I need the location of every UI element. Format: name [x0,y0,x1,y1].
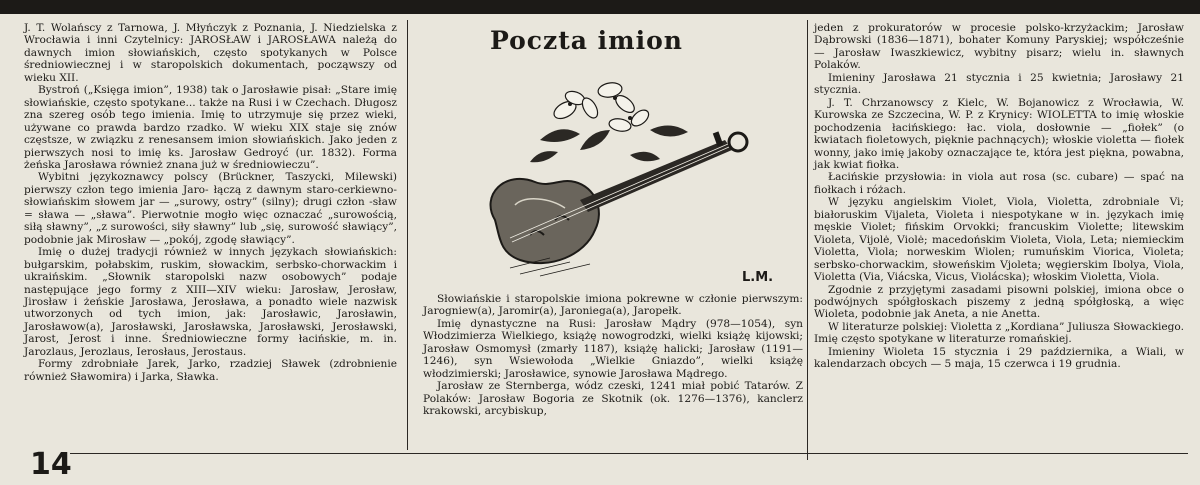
paragraph: Zgodnie z przyjętymi zasadami pisowni polskiej, imiona obce o podwójnych spółgłoskach piszemy z jedną spółgłoską, a więc Wioleta, podobnie jak Aneta, a nie Anetta. [814,283,1184,321]
paragraph: jeden z prokuratorów w procesie polsko-krzyżackim; Jarosław Dąbrowski (1836—1871), bohater Komuny Paryskiej; współcześnie — Jarosław Iwaszkiewicz, wybitny pisarz; wielu in. sławnych Polaków. [814,22,1184,72]
column-3 [814,22,1184,371]
column-divider [407,20,408,450]
paragraph: Bystroń („Księga imion”, 1938) tak o Jarosławie pisał: „Stare imię słowiańskie, często spotykane... także na Rusi i w Czechach. Długosz zna szereg osób tego imienia. Imię to utrzymuje się przez wieki, używane co prawda bardzo rzadko. W wieku XIX staje się znów częstsze, w związku z renesansem imion słowiańskich. Jako jeden z pierwszych nosi to imię ks. Jarosław Gedroyć (ur. 1832). Forma żeńska Jarosława również znana już w średniowieczu”. [24,84,397,171]
paragraph: W literaturze polskiej: Violetta z „Kordiana” Juliusza Słowackiego. Imię często spotykane w literaturze romańskiej. [814,320,1184,346]
column-2 [423,293,803,418]
paragraph: J. T. Wolańscy z Tarnowa, J. Młyńczyk z Poznania, J. Niedzielska z Wrocławia i inni Czytelnicy: JAROSŁAW i JAROSŁAWA należą do dawnych imion słowiańskich, często spotykanych w Polsce średniowiecznej i w staropolskich dokumentach, począwszy od wieku XII. [24,22,397,84]
bottom-rule [70,453,1188,454]
paragraph: Słowiańskie i staropolskie imiona pokrewne w członie pierwszym: Jarogniew(a), Jaromir(a), Jaroniega(a), Jaropełk. [423,293,803,318]
violin-flowers-illustration [470,70,770,285]
paragraph: W języku angielskim Violet, Viola, Violetta, zdrobniale Vi; białoruskim Vijaleta, Violeta i niespotykane w in. językach imię męskie Violet; fińskim Orvokki; francuskim Violette; litewskim Violeta, Vijolė, Violė; macedońskim Violeta, Viola, Leta; niemieckim Violetta, Viola; norweskim Wiolen; rumuńskim Viorica, Violeta; serbsko-chorwackim, słoweńskim Vjoleta; węgierskim Ibolya, Viola, Violetta (Via, Viácska, Vicus, Violácska); włoskim Violetta, Viola. [814,196,1184,284]
paragraph: Imieniny Jarosława 21 stycznia i 25 kwietnia; Jarosławy 21 stycznia. [814,71,1184,97]
top-rule [0,0,1200,14]
paragraph: Formy zdrobniałe Jarek, Jarko, rzadziej Sławek (zdrobnienie również Sławomira) i Jarka, Sławka. [24,358,397,383]
paragraph: J. T. Chrzanowscy z Kielc, W. Bojanowicz z Wrocławia, W. Kurowska ze Szczecina, W. P. z Krynicy: WIOLETTA to imię włoskie pochodzenia łacińskiego: łac. viola, dosłownie — „fiołek” (o kwiatach fioletowych, pięknie pachnących); włoskie violetta — fiołek wonny, jako imię jakoby oznaczające te, która jest piękna, powabna, jak kwiat fiołka. [814,96,1184,171]
page-number: 14 [30,447,72,482]
column-divider [807,20,808,460]
paragraph: Imię dynastyczne na Rusi: Jarosław Mądry (978—1054), syn Włodzimierza Wielkiego, książę nowogrodzki, wielki książę kijowski; Jarosław Osmomysł (zmarły 1187), książę halicki; Jarosław (1191—1246), syn Wsiewołoda „Wielkie Gniazdo”, wielki książę włodzimierski; Jarosławice, synowie Jarosława Mądrego. [423,317,803,380]
paragraph: Jarosław ze Sternberga, wódz czeski, 1241 miał pobić Tatarów. Z Polaków: Jarosław Bogoria ze Skotnik (ok. 1276—1376), kanclerz krakowski, arcybiskup, [423,380,803,418]
illustration-credit: L.M. [742,270,774,285]
paragraph: Wybitni językoznawcy polscy (Brückner, Taszycki, Milewski) pierwszy człon tego imienia Jaro- łączą z dawnym staro-cerkiewno-słowiańskim słowem jar — „surowy, ostry” (silny); drugi człon -sław = sława — „sława”. Pierwotnie mogło więc oznaczać „surowością, siłą sławny”, „z surowości, siły sławny” lub „się, surowość sławiący”, podobnie jak Mirosław — „pokój, zgodę sławiący”. [24,171,397,246]
paragraph: Imię o dużej tradycji również w innych językach słowiańskich: bułgarskim, połabskim, ruskim, słowackim, serbsko-chorwackim i ukraińskim. „Słownik staropolski nazw osobowych” podaje następujące jego formy z XIII—XIV wieku: Jarosław, Jerosław, Jirosław i żeńskie Jarosława, Jerosława, a ponadto wiele nazwisk utworzonych od tych imion, jak: Jarosławic, Jarosławin, Jarosławow(a), Jarosławski, Jarosławska, Jarosławski, Jerosławski, Jarost, Jerost i inne. Średniowieczne formy łacińskie, m. in. Jarozlaus, Jerozlaus, Ierosłaus, Jerostaus. [24,246,397,358]
paragraph: Imieniny Wioleta 15 stycznia i 29 października, a Wiali, w kalendarzach obcych — 5 maja, 15 czerwca i 19 grudnia. [814,345,1184,371]
paragraph: Łacińskie przysłowia: in viola aut rosa (sc. cubare) — spać na fiołkach i różach. [814,171,1184,196]
article-title: Poczta imion [490,26,683,55]
column-1 [24,22,397,383]
